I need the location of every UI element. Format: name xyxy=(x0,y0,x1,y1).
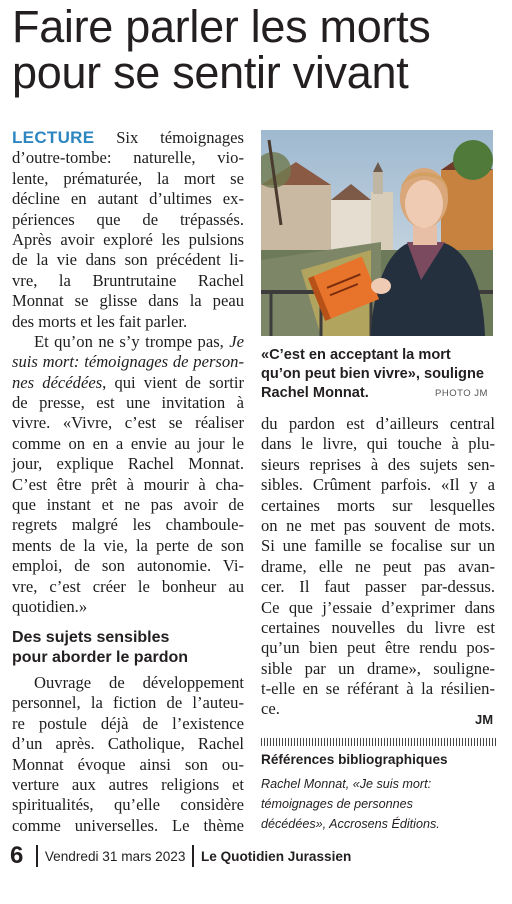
lead-line xyxy=(12,128,244,148)
footer-separator xyxy=(192,845,194,867)
body-line: certaines nouvelles du livre est xyxy=(261,617,495,637)
body-line: de presse, est une invitation à xyxy=(12,393,244,413)
lead-text: Six témoignages xyxy=(94,128,244,147)
body-line: personnel, la fiction de l’auteu- xyxy=(12,693,244,713)
body-line: suis mort: témoignages de person- xyxy=(12,352,244,372)
body-line: Après avoir exploré les pulsions xyxy=(12,229,244,249)
subhead-line-1: Des sujets sensibles xyxy=(12,629,170,646)
references-line-3: décédées», Accrosens Éditions. xyxy=(261,817,440,831)
author-photo xyxy=(261,130,493,336)
body-line: certaines morts sur lesquelles xyxy=(261,495,495,515)
author-signature: JM xyxy=(475,712,494,727)
body-line: vivre. «Vivre, c’est se réaliser xyxy=(12,413,244,433)
headline xyxy=(12,1,504,98)
body-line: quotidien.» xyxy=(12,596,88,616)
body-line: drame, elle ne peut pas avan- xyxy=(261,556,495,576)
body-line: Monnat évoque ainsi son ou- xyxy=(12,754,244,774)
body-line: on ne met pas souvent de mots. xyxy=(261,515,495,535)
body-line: sieurs reprises à des sujets sen- xyxy=(261,454,495,474)
article-body-left xyxy=(12,128,244,617)
body-line: t-elle en se référant à la résilien- xyxy=(261,679,495,699)
body-line: Ouvrage de développement xyxy=(34,673,244,692)
page-footer xyxy=(10,842,500,870)
references-line-2: témoignages de personnes xyxy=(261,797,413,811)
body-line: ce. xyxy=(261,699,280,719)
body-line: sibles. Crûment parfois. «Il y a xyxy=(261,475,495,495)
body-line: du pardon est d’ailleurs central xyxy=(261,414,495,433)
body-line: comme universelles. Le thème xyxy=(12,815,244,835)
body-line: périences que de trépassés. xyxy=(12,209,244,229)
body-line: qu’un bien peut être rendu pos- xyxy=(261,638,495,658)
body-line: Ce que j’essaie d’exprimer dans xyxy=(261,597,495,617)
line-text: Et qu’on ne s’y trompe pas, Je xyxy=(34,331,244,351)
body-line: regrets malgré les chamboule- xyxy=(12,515,244,535)
article-body-left-2 xyxy=(12,673,244,836)
author-photo-illustration xyxy=(261,130,493,336)
body-line: C’est être prêt à mourir à cha- xyxy=(12,474,244,494)
subhead-line-2: pour aborder le pardon xyxy=(12,649,189,666)
headline-line-1: Faire parler les morts xyxy=(12,1,431,52)
body-line: Monnat se glisse dans la peau xyxy=(12,291,244,311)
references-line-1: Rachel Monnat, «Je suis mort: xyxy=(261,777,432,791)
caption-line-3: Rachel Monnat. xyxy=(261,385,369,401)
section-kicker: LECTURE xyxy=(12,128,95,147)
body-line: emploi, de son autonomie. Vi- xyxy=(12,556,244,576)
headline-line-2: pour se sentir vivant xyxy=(12,47,409,98)
body-line: ments de la vie, la perte de son xyxy=(12,535,244,555)
footer-separator xyxy=(36,845,38,867)
body-line: dans le livre, qui touche à plu- xyxy=(261,434,495,454)
body-line: que instant et ne pas avoir de xyxy=(12,495,244,515)
body-line: vre, c’est créer le bonheur au xyxy=(12,576,244,596)
body-line xyxy=(12,332,244,352)
publication-name: Le Quotidien Jurassien xyxy=(200,848,352,864)
body-line: vre, la Bruntrutaine Rachel xyxy=(12,270,244,290)
body-line: spiritualités, qu’elle considère xyxy=(12,795,244,815)
body-line: verture aux autres religions et xyxy=(12,774,244,794)
references-title: Références bibliographiques xyxy=(261,752,448,767)
issue-date: Vendredi 31 mars 2023 xyxy=(44,848,186,864)
caption-line-2: qu’on peut bien vivre», souligne xyxy=(261,366,484,382)
body-line: nes décédées, qui vient de sortir xyxy=(12,372,244,392)
body-line: des morts et les fait parler. xyxy=(12,311,188,331)
page-number: 6 xyxy=(10,842,24,869)
body-line: cer. Il faut passer par-dessus. xyxy=(261,577,495,597)
article-body-right xyxy=(261,414,495,720)
body-line: d’outre-tombe: naturelle, vio- xyxy=(12,148,244,168)
body-line: sible par un drame», souligne- xyxy=(261,658,495,678)
photo-credit: PHOTO JM xyxy=(435,388,488,399)
body-line: re postule déjà de l’existence xyxy=(12,713,244,733)
body-line: jour, explique Rachel Monnat. xyxy=(12,454,244,474)
references-text xyxy=(261,774,497,834)
caption-line-1: «C’est en acceptant la mort xyxy=(261,347,451,363)
body-line: décline en autant d’ultimes ex- xyxy=(12,189,244,209)
references-divider xyxy=(261,738,497,746)
body-line: comme on en a envie au jour le xyxy=(12,433,244,453)
body-line: d’un après. Catholique, Rachel xyxy=(12,734,244,754)
body-line: lente, prématurée, la mort se xyxy=(12,168,244,188)
body-line: de la vie dans son précédent li- xyxy=(12,250,244,270)
body-line: Si une famille se focalise sur un xyxy=(261,536,495,556)
subhead xyxy=(12,628,244,668)
